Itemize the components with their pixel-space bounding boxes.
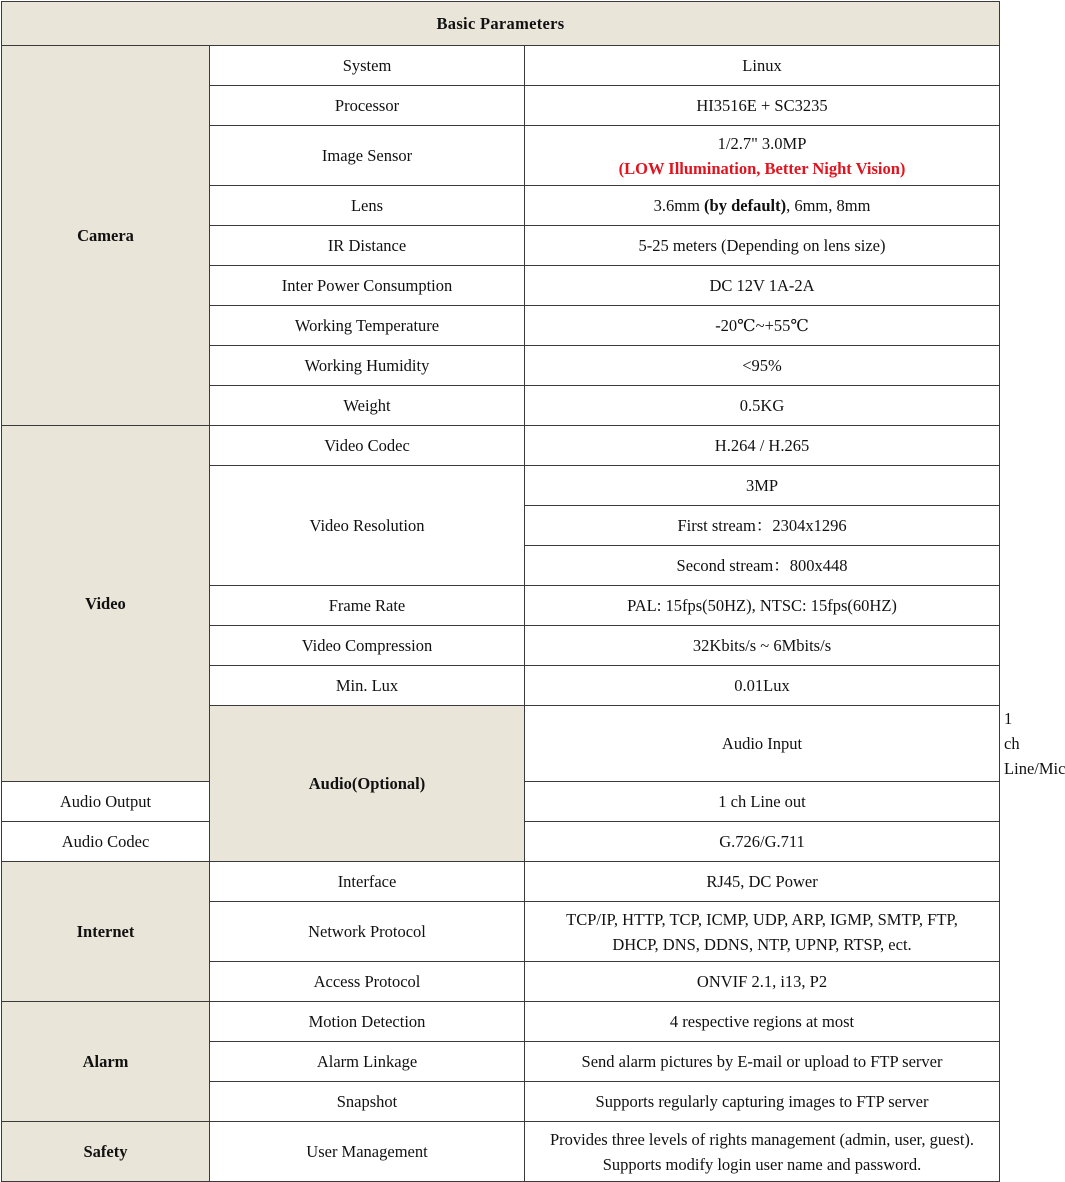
value-video-codec: H.264 / H.265 <box>525 426 1000 466</box>
basic-parameters-table <box>1 1 1065 1182</box>
network-protocol-line-1: TCP/IP, HTTP, TCP, ICMP, UDP, ARP, IGMP, SMTP, FTP, <box>566 909 958 929</box>
value-processor: HI3516E + SC3235 <box>525 86 1000 126</box>
group-internet: Internet <box>2 862 210 1002</box>
value-interface: RJ45, DC Power <box>525 862 1000 902</box>
value-resolution-max: 3MP <box>525 466 1000 506</box>
value-system: Linux <box>525 46 1000 86</box>
lens-other-sizes: , 6mm, 8mm <box>786 196 871 215</box>
value-user-management <box>525 1122 1000 1182</box>
group-safety: Safety <box>2 1122 210 1182</box>
label-network-protocol: Network Protocol <box>210 902 525 962</box>
label-audio-codec: Audio Codec <box>2 822 210 862</box>
image-sensor-note: (LOW Illumination, Better Night Vision) <box>618 158 906 178</box>
value-network-protocol <box>525 902 1000 962</box>
group-alarm: Alarm <box>2 1002 210 1122</box>
table-row <box>2 862 1000 902</box>
label-processor: Processor <box>210 86 525 126</box>
value-access-protocol: ONVIF 2.1, i13, P2 <box>525 962 1000 1002</box>
value-snapshot: Supports regularly capturing images to FTP server <box>525 1082 1000 1122</box>
label-snapshot: Snapshot <box>210 1082 525 1122</box>
value-video-compression: 32Kbits/s ~ 6Mbits/s <box>525 626 1000 666</box>
table-row <box>2 46 1000 86</box>
label-video-compression: Video Compression <box>210 626 525 666</box>
value-second-stream: Second stream：800x448 <box>525 546 1000 586</box>
value-power: DC 12V 1A-2A <box>525 266 1000 306</box>
lens-default-size: 3.6mm <box>653 196 705 215</box>
value-first-stream: First stream：2304x1296 <box>525 506 1000 546</box>
label-access-protocol: Access Protocol <box>210 962 525 1002</box>
value-humidity: <95% <box>525 346 1000 386</box>
table-row <box>2 426 1000 466</box>
label-ir-distance: IR Distance <box>210 226 525 266</box>
label-user-management: User Management <box>210 1122 525 1182</box>
label-interface: Interface <box>210 862 525 902</box>
label-audio-output: Audio Output <box>2 782 210 822</box>
group-video: Video <box>2 426 210 782</box>
table-row <box>2 1122 1000 1182</box>
label-frame-rate: Frame Rate <box>210 586 525 626</box>
label-humidity: Working Humidity <box>210 346 525 386</box>
label-image-sensor: Image Sensor <box>210 126 525 186</box>
user-management-line-2: Supports modify login user name and password. <box>602 1154 922 1174</box>
label-min-lux: Min. Lux <box>210 666 525 706</box>
label-video-codec: Video Codec <box>210 426 525 466</box>
image-sensor-spec: 1/2.7" 3.0MP <box>717 133 807 153</box>
value-audio-codec: G.726/G.711 <box>525 822 1000 862</box>
value-temperature: -20℃~+55℃ <box>525 306 1000 346</box>
table-row: Audio(Optional) Audio Input 1 ch Line/Mic <box>2 706 1000 782</box>
value-motion-detection: 4 respective regions at most <box>525 1002 1000 1042</box>
table-row <box>2 1002 1000 1042</box>
title-row <box>2 2 1000 46</box>
label-power: Inter Power Consumption <box>210 266 525 306</box>
network-protocol-line-2: DHCP, DNS, DDNS, NTP, UPNP, RTSP, ect. <box>612 934 912 954</box>
value-audio-output: 1 ch Line out <box>525 782 1000 822</box>
value-ir-distance: 5-25 meters (Depending on lens size) <box>525 226 1000 266</box>
value-image-sensor <box>525 126 1000 186</box>
group-camera: Camera <box>2 46 210 426</box>
label-video-resolution: Video Resolution <box>210 466 525 586</box>
value-alarm-linkage: Send alarm pictures by E-mail or upload to FTP server <box>525 1042 1000 1082</box>
table-title: Basic Parameters <box>2 2 1000 46</box>
label-lens: Lens <box>210 186 525 226</box>
value-min-lux: 0.01Lux <box>525 666 1000 706</box>
label-system: System <box>210 46 525 86</box>
label-audio-input: Audio Input <box>525 706 1000 782</box>
label-temperature: Working Temperature <box>210 306 525 346</box>
label-alarm-linkage: Alarm Linkage <box>210 1042 525 1082</box>
user-management-line-1: Provides three levels of rights management (admin, user, guest). <box>549 1129 975 1149</box>
label-motion-detection: Motion Detection <box>210 1002 525 1042</box>
value-weight: 0.5KG <box>525 386 1000 426</box>
lens-default-tag: (by default) <box>704 196 787 215</box>
label-weight: Weight <box>210 386 525 426</box>
group-audio: Audio(Optional) <box>210 706 525 862</box>
value-lens <box>525 186 1000 226</box>
value-frame-rate: PAL: 15fps(50HZ), NTSC: 15fps(60HZ) <box>525 586 1000 626</box>
